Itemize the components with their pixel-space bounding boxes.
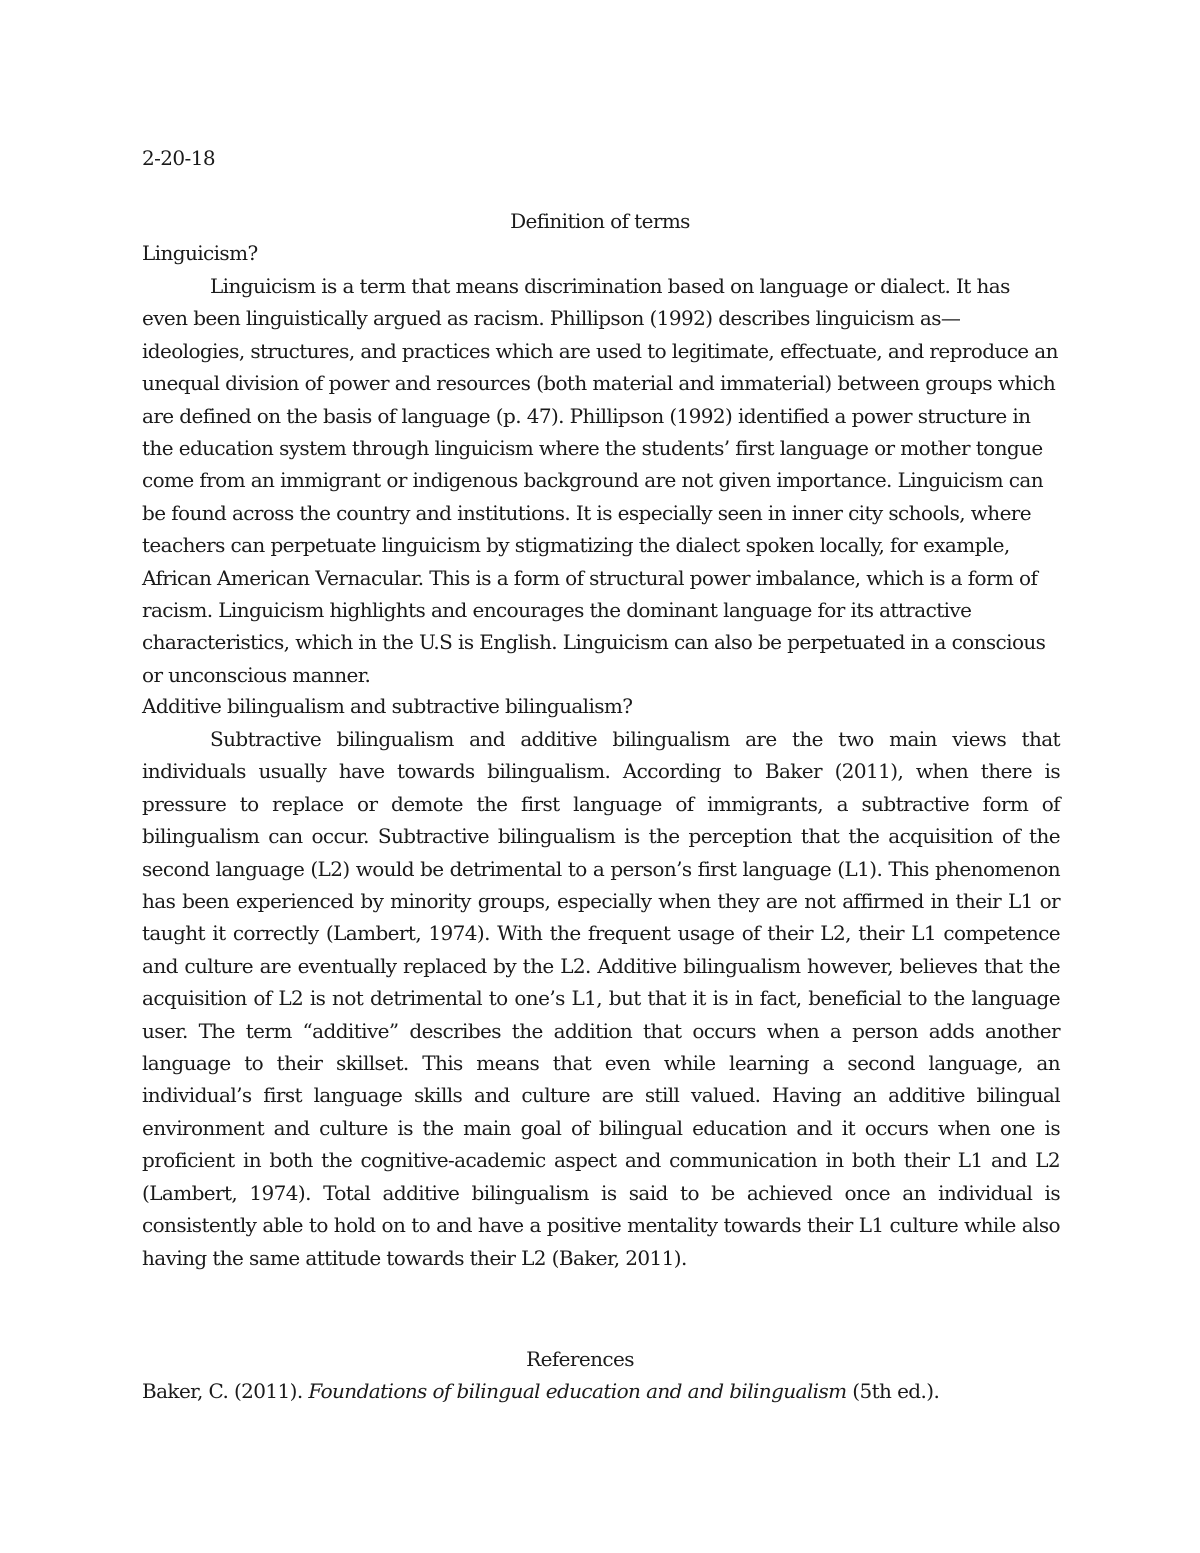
reference-author-year: Baker, C. (2011). <box>142 1379 309 1403</box>
section-heading-linguicism: Linguicism? <box>142 241 258 265</box>
section-body-linguicism-wrapper <box>142 270 1060 691</box>
reference-suffix: (5th ed.). <box>846 1379 940 1403</box>
reference-work-title: Foundations of bilingual education and and bilingualism <box>308 1379 847 1403</box>
section-heading-bilingualism: Additive bilingualism and subtractive bilingualism? <box>142 694 633 718</box>
document-title: Definition of terms <box>510 209 690 233</box>
references-title: References <box>526 1347 634 1371</box>
document-date: 2-20-18 <box>142 146 215 170</box>
section-body-linguicism: Linguicism is a term that means discrimination based on language or dialect. It has even been linguistically argued as racism. Phillipson (1992) describes linguicism as—ideologies, structures, and practices which are used to legitimate, effectuate, and reproduce an unequal division of power and resources (both material and immaterial) between groups which are defined on the basis of language (p. 47). Phillipson (1992) identified a power structure in the education system through linguicism where the students’ first language or mother tongue come from an immigrant or indigenous background are not given importance. Linguicism can be found across the country and institutions. It is especially seen in inner city schools, where teachers can perpetuate linguicism by stigmatizing the dialect spoken locally, for example, African American Vernacular. This is a form of structural power imbalance, which is a form of racism. Linguicism highlights and encourages the dominant language for its attractive characteristics, which in the U.S is English. Linguicism can also be perpetuated in a conscious or unconscious manner. <box>142 274 1058 687</box>
section-body-bilingualism-wrapper <box>142 723 1060 1274</box>
section-body-bilingualism: Subtractive bilingualism and additive bilingualism are the two main views that individuals usually have towards bilingualism. According to Baker (2011), when there is pressure to replace or demote the first language of immigrants, a subtractive form of bilingualism can occur. Subtractive bilingualism is the perception that the acquisition of the second language (L2) would be detrimental to a person’s first language (L1). This phenomenon has been experienced by minority groups, especially when they are not affirmed in their L1 or taught it correctly (Lambert, 1974). With the frequent usage of their L2, their L1 competence and culture are eventually replaced by the L2. Additive bilingualism however, believes that the acquisition of L2 is not detrimental to one’s L1, but that it is in fact, beneficial to the language user. The term “additive” describes the addition that occurs when a person adds another language to their skillset. This means that even while learning a second language, an individual’s first language skills and culture are still valued. Having an additive bilingual environment and culture is the main goal of bilingual education and it occurs when one is proficient in both the cognitive-academic aspect and communication in both their L1 and L2 (Lambert, 1974). Total additive bilingualism is said to be achieved once an individual is consistently able to hold on to and have a positive mentality towards their L1 culture while also having the same attitude towards their L2 (Baker, 2011). <box>142 727 1060 1270</box>
reference-entry <box>142 1375 1102 1407</box>
